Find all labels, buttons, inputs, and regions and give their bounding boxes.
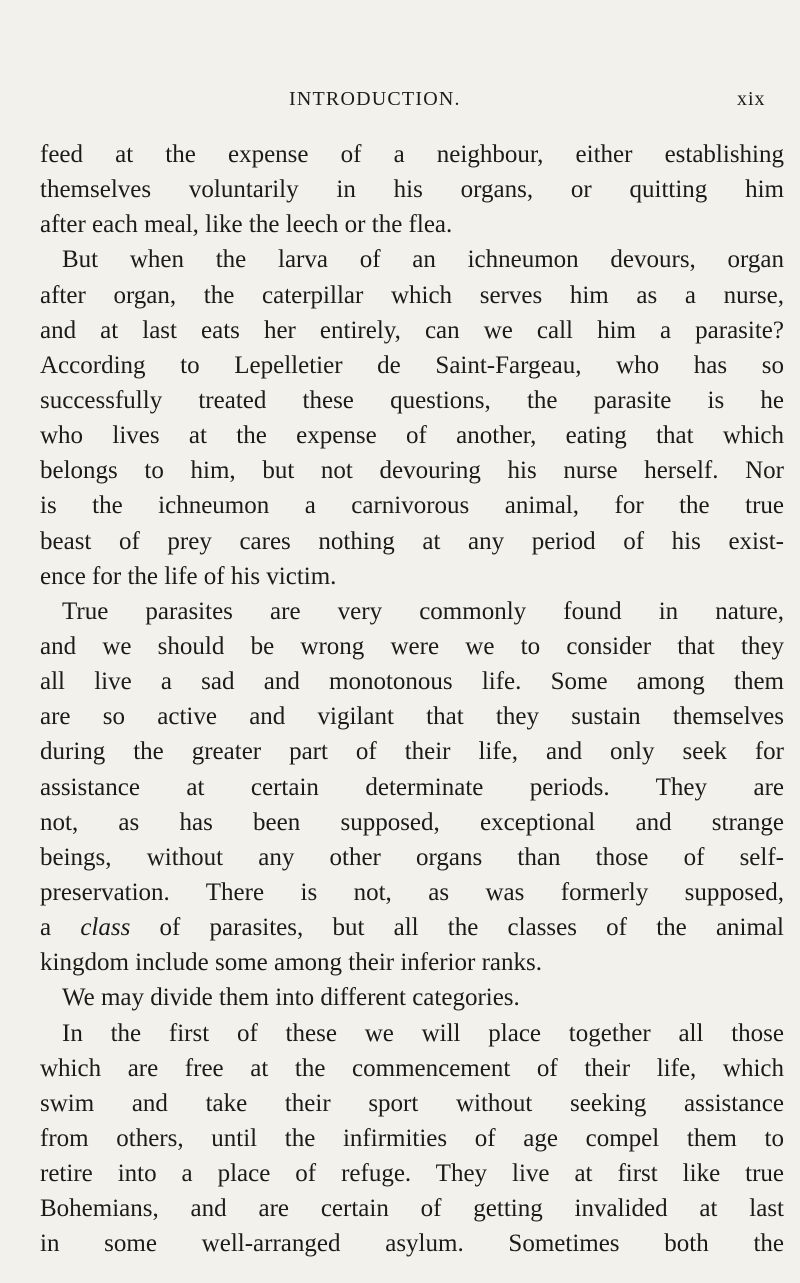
text-line: which are free at the commencement of their life, which	[40, 1054, 784, 1082]
text-line: Bohemians, and are certain of getting invalided at last	[40, 1195, 784, 1223]
text-line: are so active and vigilant that they sustain themselves	[40, 703, 784, 731]
text-line: In the first of these we will place together all those	[62, 1019, 784, 1047]
text-line: successfully treated these questions, the parasite is he	[40, 386, 784, 414]
text-line: in some well-arranged asylum. Sometimes both the	[40, 1230, 784, 1258]
text-line: not, as has been supposed, exceptional and strange	[40, 808, 784, 836]
text-line: beast of prey cares nothing at any period of his exist-	[40, 527, 784, 555]
text-segment: of parasites, but all the classes of the animal	[130, 914, 784, 942]
text-line: True parasites are very commonly found in nature,	[62, 597, 784, 625]
text-line: during the greater part of their life, and only seek for	[40, 738, 784, 766]
text-line: is the ichneumon a carnivorous animal, for the true	[40, 492, 784, 520]
text-line: retire into a place of refuge. They live at first like true	[40, 1160, 784, 1188]
text-line-with-italic	[40, 910, 784, 945]
running-title: INTRODUCTION.	[289, 88, 461, 110]
text-line: assistance at certain determinate periods. They are	[40, 773, 784, 801]
text-line: belongs to him, but not devouring his nurse herself. Nor	[40, 457, 784, 485]
text-line: after organ, the caterpillar which serves him as a nurse,	[40, 281, 784, 309]
text-line: We may divide them into different categories.	[62, 984, 520, 1012]
text-line: preservation. There is not, as was formerly supposed,	[40, 878, 784, 906]
text-line: themselves voluntarily in his organs, or quitting him	[40, 176, 784, 204]
text-line: According to Lepelletier de Saint-Fargeau, who has so	[40, 351, 784, 379]
text-line: and we should be wrong were we to consider that they	[40, 632, 784, 660]
text-line: after each meal, like the leech or the flea.	[40, 211, 453, 239]
text-line: swim and take their sport without seeking assistance	[40, 1089, 784, 1117]
running-head	[0, 88, 800, 118]
text-line: But when the larva of an ichneumon devours, organ	[62, 246, 784, 274]
text-line: beings, without any other organs than those of self-	[40, 843, 784, 871]
text-line: feed at the expense of a neighbour, either establishing	[40, 141, 784, 168]
page-number: xix	[737, 88, 766, 110]
italic-word: class	[80, 914, 131, 942]
text-line: and at last eats her entirely, can we call him a parasite?	[40, 316, 784, 344]
text-line: all live a sad and monotonous life. Some among them	[40, 668, 784, 696]
body-text	[40, 137, 784, 1262]
text-segment: a	[40, 914, 81, 942]
text-line: kingdom include some among their inferior ranks.	[40, 949, 542, 977]
text-line: who lives at the expense of another, eating that which	[40, 422, 784, 450]
text-line: from others, until the infirmities of age compel them to	[40, 1124, 784, 1152]
text-line: ence for the life of his victim.	[40, 562, 337, 590]
